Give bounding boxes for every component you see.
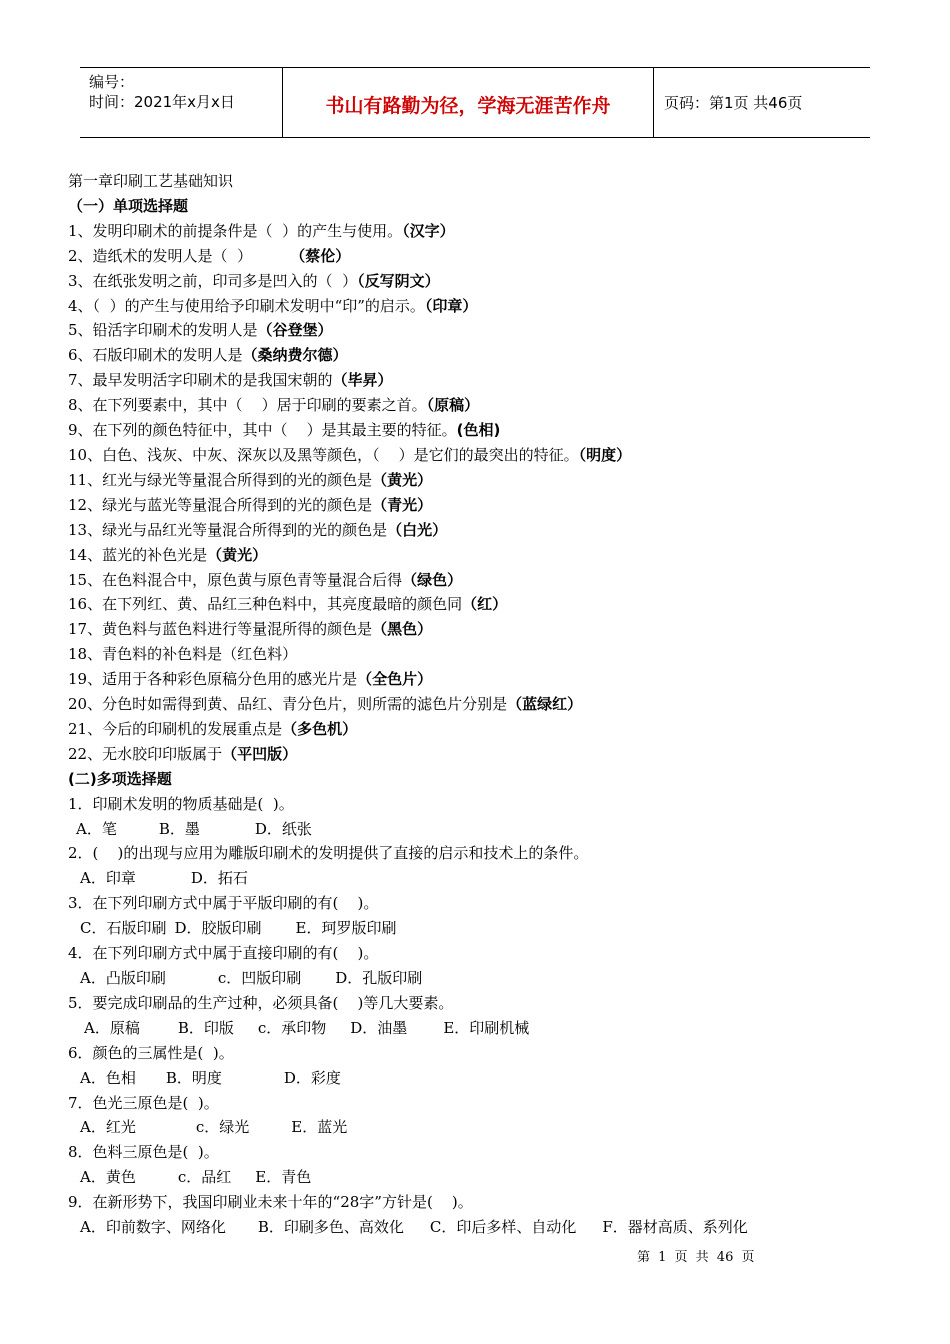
question-text: 20、分色时如需得到黄、品红、青分色片，则所需的滤色片分别是	[68, 695, 508, 714]
option-item: F．器材高质、系列化	[602, 1218, 748, 1237]
section-title-multi: (二)多项选择题	[68, 769, 172, 788]
answer-text: （平凹版）	[222, 744, 298, 763]
option-item: A．红光	[80, 1118, 136, 1137]
answer-text: （谷登堡）	[257, 321, 333, 340]
page-header	[80, 67, 870, 138]
question-text: 15、在色料混合中，原色黄与原色青等量混合后得	[68, 570, 403, 589]
answer-text: （蔡伦）	[290, 246, 351, 265]
multi-choice-list	[68, 792, 888, 1240]
option-item: B．墨	[158, 819, 200, 838]
answer-text: （黄光）	[372, 470, 433, 489]
option-item: A．印前数字、网络化	[80, 1218, 226, 1237]
multi-choice-options	[68, 1066, 888, 1091]
option-item: A．色相	[80, 1068, 136, 1087]
multi-choice-question: 2．( )的出现与应用为雕版印刷术的发明提供了直接的启示和技术上的条件。	[68, 844, 589, 863]
header-date-label: 时间：2021年x月x日	[89, 93, 235, 111]
multi-choice-options	[68, 817, 888, 842]
answer-text: （绿色）	[402, 570, 463, 589]
option-item: D．油墨	[350, 1018, 408, 1037]
answer-text: (色相)	[456, 421, 501, 440]
question-text: 16、在下列红、黄、品红三种色料中，其亮度最暗的颜色同	[68, 595, 463, 614]
single-choice-question	[68, 219, 888, 244]
single-choice-question	[68, 667, 888, 692]
option-item: B．印刷多色、高效化	[257, 1218, 404, 1237]
question-text: 17、黄色料与蓝色料进行等量混所得的颜色是	[68, 620, 373, 639]
option-item: A．原稿	[84, 1018, 140, 1037]
question-text: 11、红光与绿光等量混合所得到的光的颜色是	[68, 470, 373, 489]
option-item: D．彩度	[283, 1068, 341, 1087]
single-choice-question	[68, 269, 888, 294]
answer-text: （黑色）	[372, 620, 433, 639]
option-item: c．承印物	[257, 1018, 327, 1037]
question-text: 2、造纸术的发明人是（ ）	[68, 246, 291, 265]
single-choice-question	[68, 617, 888, 642]
single-choice-question	[68, 717, 888, 742]
answer-text: （多色机）	[282, 719, 358, 738]
chapter-title: 第一章印刷工艺基础知识	[68, 172, 234, 190]
single-choice-question	[68, 543, 888, 568]
multi-choice-question: 7．色光三原色是( )。	[68, 1093, 219, 1112]
question-text: 5、铅活字印刷术的发明人是	[68, 321, 258, 340]
answer-text: （红）	[462, 595, 508, 614]
single-choice-question	[68, 343, 888, 368]
single-choice-question	[68, 518, 888, 543]
option-item: E．青色	[255, 1168, 312, 1187]
document-body	[68, 169, 888, 1240]
multi-choice-options	[68, 966, 888, 991]
multi-choice-options	[68, 866, 888, 891]
question-text: 14、蓝光的补色光是	[68, 545, 208, 564]
option-item: D．纸张	[254, 819, 312, 838]
single-choice-question	[68, 318, 888, 343]
question-text: 10、白色、浅灰、中灰、深灰以及黑等颜色，（ ）是它们的最突出的特征。	[68, 445, 579, 464]
option-item: A．黄色	[80, 1168, 136, 1187]
question-text: 18、青色料的补色料是（红色料）	[68, 645, 298, 664]
multi-choice-question: 6．颜色的三属性是( )。	[68, 1043, 234, 1062]
header-number-label: 编号：	[89, 73, 135, 91]
multi-choice-options	[68, 1215, 888, 1240]
answer-text: （汉字）	[402, 221, 455, 240]
question-text: 21、今后的印刷机的发展重点是	[68, 719, 283, 738]
single-choice-question	[68, 294, 888, 319]
option-item: E．印刷机械	[443, 1018, 530, 1037]
question-text: 1、发明印刷术的前提条件是（ ）的产生与使用。	[68, 221, 403, 240]
option-item: E．珂罗版印刷	[295, 919, 397, 938]
option-item: C．印后多样、自动化	[429, 1218, 577, 1237]
option-item: A．印章	[80, 869, 136, 888]
option-item: E．蓝光	[291, 1118, 348, 1137]
question-text: 13、绿光与品红光等量混合所得到的光的颜色是	[68, 520, 388, 539]
single-choice-question	[68, 742, 888, 767]
multi-choice-options	[68, 916, 888, 941]
single-choice-question	[68, 493, 888, 518]
answer-text: （蓝绿红）	[507, 695, 583, 714]
answer-text: （桑纳费尔德）	[242, 346, 348, 365]
single-choice-question	[68, 642, 888, 667]
single-choice-question	[68, 393, 888, 418]
answer-text: （青光）	[372, 495, 433, 514]
single-choice-question	[68, 468, 888, 493]
answer-text: （白光）	[387, 520, 448, 539]
answer-text: （黄光）	[207, 545, 268, 564]
option-item: c．品红	[177, 1168, 232, 1187]
single-choice-question	[68, 244, 888, 269]
page-footer: 第 1 页 共 46 页	[637, 1250, 755, 1265]
question-text: 19、适用于各种彩色原稿分色用的感光片是	[68, 670, 358, 689]
header-meta	[80, 68, 281, 137]
answer-text: （印章）	[424, 296, 478, 315]
question-text: 9、在下列的颜色特征中，其中（ ）是其最主要的特征。	[68, 421, 457, 440]
question-text: 8、在下列要素中，其中（ ）居于印刷的要素之首。	[68, 396, 427, 415]
answer-text: （毕昇）	[332, 371, 393, 390]
multi-choice-question: 4．在下列印刷方式中属于直接印刷的有( )。	[68, 944, 379, 963]
option-item: A．笔	[76, 819, 117, 838]
option-item: c．绿光	[195, 1118, 250, 1137]
answer-text: （反写阴文）	[357, 271, 440, 290]
header-page-info: 页码：第1页 共46页	[664, 94, 803, 112]
multi-choice-question: 9．在新形势下，我国印刷业未来十年的“28字”方针是( )。	[68, 1193, 473, 1212]
multi-choice-question: 3．在下列印刷方式中属于平版印刷的有( )。	[68, 894, 379, 913]
option-item: D．拓石	[190, 869, 248, 888]
option-item: B．明度	[165, 1068, 222, 1087]
single-choice-question	[68, 418, 888, 443]
single-choice-question	[68, 443, 888, 468]
single-choice-question	[68, 568, 888, 593]
question-text: 12、绿光与蓝光等量混合所得到的光的颜色是	[68, 495, 373, 514]
option-item: B．印版	[177, 1018, 234, 1037]
single-choice-list	[68, 219, 888, 767]
multi-choice-question: 8．色料三原色是( )。	[68, 1143, 219, 1162]
question-text: 6、石版印刷术的发明人是	[68, 346, 243, 365]
question-text: 3、在纸张发明之前，印司多是凹入的（ ）	[68, 271, 358, 290]
question-text: 7、最早发明活字印刷术的是我国宋朝的	[68, 371, 333, 390]
question-text: 22、无水胶印印版属于	[68, 744, 223, 763]
multi-choice-question: 1．印刷术发明的物质基础是( )。	[68, 794, 294, 813]
single-choice-question	[68, 592, 888, 617]
multi-choice-options	[68, 1165, 888, 1190]
section-title-single: （一）单项选择题	[68, 196, 189, 215]
multi-choice-options	[68, 1115, 888, 1140]
single-choice-question	[68, 368, 888, 393]
multi-choice-question: 5．要完成印刷品的生产过种，必须具备( )等几大要素。	[68, 993, 454, 1012]
multi-choice-options	[68, 1016, 888, 1041]
header-motto: 书山有路勤为径，学海无涯苦作舟	[282, 68, 654, 137]
answer-text: （全色片）	[357, 670, 433, 689]
option-item: D．孔版印刷	[335, 969, 423, 987]
question-text: 4、（ ）的产生与使用给予印刷术发明中“印”的启示。	[68, 296, 425, 315]
option-item: c．凹版印刷	[217, 969, 302, 987]
option-item: D．胶版印刷	[174, 919, 262, 938]
answer-text: （明度）	[578, 445, 632, 464]
option-item: C．石版印刷	[80, 919, 167, 938]
answer-text: （原稿）	[426, 396, 480, 415]
single-choice-question	[68, 692, 888, 717]
option-item: A．凸版印刷	[80, 969, 166, 987]
